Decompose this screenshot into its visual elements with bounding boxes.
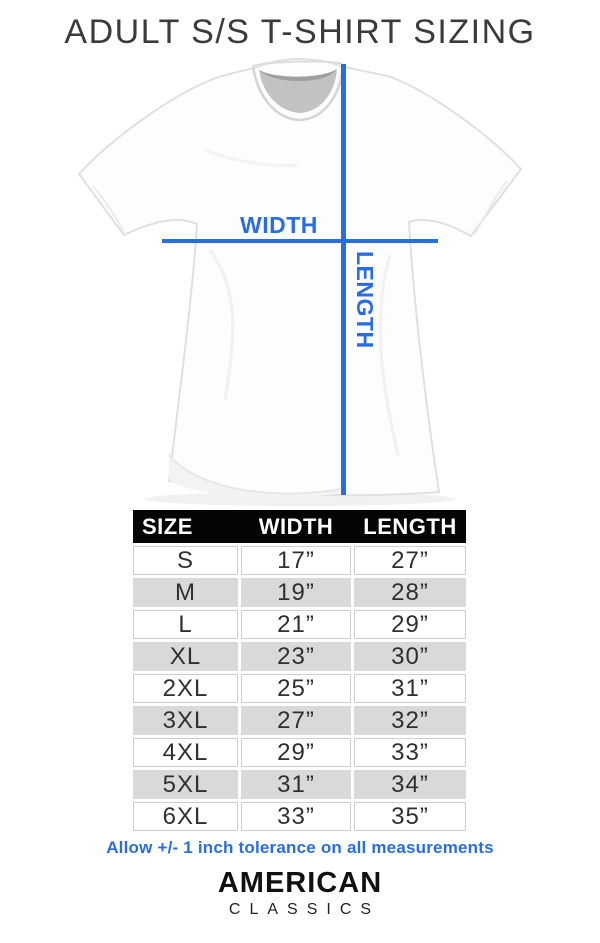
width-cell: 21” [241,610,351,639]
table-row [133,578,466,607]
table-row [133,706,466,735]
size-cell: 3XL [133,706,238,735]
width-measure-line [162,239,438,243]
header-width: WIDTH [258,513,334,539]
width-cell: 23” [241,642,351,671]
width-cell: 19” [241,578,351,607]
table-row [133,802,466,831]
size-chart-header-row [133,510,466,543]
table-row [133,610,466,639]
size-cell: 6XL [133,802,238,831]
size-cell: XL [133,642,238,671]
table-row [133,738,466,767]
length-cell: 27” [354,546,466,575]
table-row [133,546,466,575]
length-label: LENGTH [352,251,378,349]
length-cell: 31” [354,674,466,703]
length-cell: 35” [354,802,466,831]
width-cell: 29” [241,738,351,767]
size-cell: 2XL [133,674,238,703]
width-cell: 17” [241,546,351,575]
length-cell: 34” [354,770,466,799]
table-row [133,642,466,671]
table-row [133,770,466,799]
width-cell: 31” [241,770,351,799]
size-cell: 4XL [133,738,238,767]
length-cell: 29” [354,610,466,639]
width-cell: 27” [241,706,351,735]
table-row [133,674,466,703]
size-chart-body [133,543,466,831]
length-cell: 30” [354,642,466,671]
tolerance-note: Allow +/- 1 inch tolerance on all measurements [106,838,494,857]
header-size: SIZE [142,513,193,539]
width-cell: 25” [241,674,351,703]
brand-subtitle: CLASSICS [228,901,381,918]
length-measure-line [341,64,346,495]
size-cell: M [133,578,238,607]
size-chart-table [133,510,466,831]
header-length: LENGTH [363,513,457,539]
size-cell: S [133,546,238,575]
width-cell: 33” [241,802,351,831]
page-title: ADULT S/S T-SHIRT SIZING [64,13,536,51]
shirt-body [79,59,521,495]
length-cell: 28” [354,578,466,607]
size-cell: 5XL [133,770,238,799]
brand-name: AMERICAN [217,867,383,899]
width-label: WIDTH [240,212,318,238]
size-cell: L [133,610,238,639]
brand-logo [0,867,600,919]
length-cell: 33” [354,738,466,767]
length-cell: 32” [354,706,466,735]
